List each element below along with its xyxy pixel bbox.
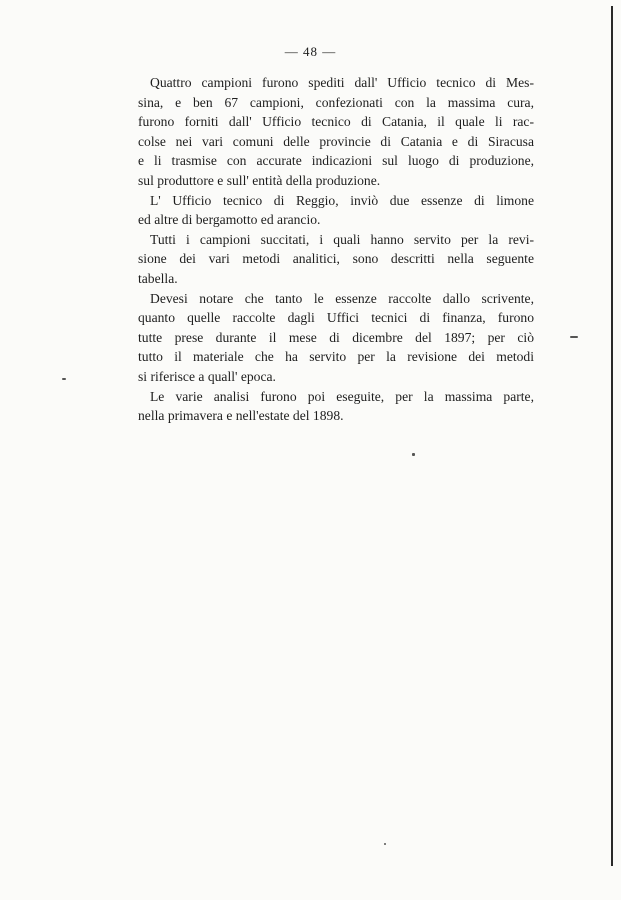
text-line: tabella. (138, 270, 178, 286)
paragraph-4 (138, 289, 534, 387)
text-line: si riferisce a quall' epoca. (138, 368, 276, 384)
scan-speck (412, 453, 415, 456)
text-line: tutto il materiale che ha servito per la revisione dei metodi (138, 349, 534, 365)
text-line: Tutti i campioni succitati, i quali hanno servito per la revi- (150, 231, 534, 247)
text-line: sina, e ben 67 campioni, confezionati con la massima cura, (138, 94, 534, 110)
text-line: e li trasmise con accurate indicazioni sul luogo di produzione, (138, 153, 534, 169)
text-line: colse nei vari comuni delle provincie di Catania e di Siracusa (138, 133, 534, 149)
paragraph-2 (138, 191, 534, 230)
scan-speck (62, 378, 66, 380)
page-edge-line (611, 6, 613, 866)
text-line: Quattro campioni furono spediti dall' Ufficio tecnico di Mes- (150, 75, 534, 90)
scan-speck (384, 843, 386, 845)
text-line: ed altre di bergamotto ed arancio. (138, 212, 321, 228)
text-line: nella primavera e nell'estate del 1898. (138, 408, 344, 424)
text-line: furono forniti dall' Ufficio tecnico di Catania, il quale li rac- (138, 114, 534, 130)
text-line: sione dei vari metodi analitici, sono descritti nella seguente (138, 251, 534, 267)
text-line: tutte prese durante il mese di dicembre del 1897; per ciò (138, 329, 534, 345)
paragraph-1 (138, 73, 534, 191)
text-line: Devesi notare che tanto le essenze raccolte dallo scrivente, (150, 290, 534, 306)
body-text (138, 73, 534, 426)
text-line: quanto quelle raccolte dagli Uffici tecnici di finanza, furono (138, 310, 534, 326)
text-line: sul produttore e sull' entità della produzione. (138, 172, 381, 188)
paragraph-3 (138, 230, 534, 289)
paragraph-5 (138, 387, 534, 426)
scan-speck (570, 336, 578, 338)
text-line: L' Ufficio tecnico di Reggio, inviò due essenze di limone (150, 192, 534, 208)
text-line: Le varie analisi furono poi eseguite, per la massima parte, (150, 388, 534, 404)
page-number: — 48 — (284, 44, 337, 59)
